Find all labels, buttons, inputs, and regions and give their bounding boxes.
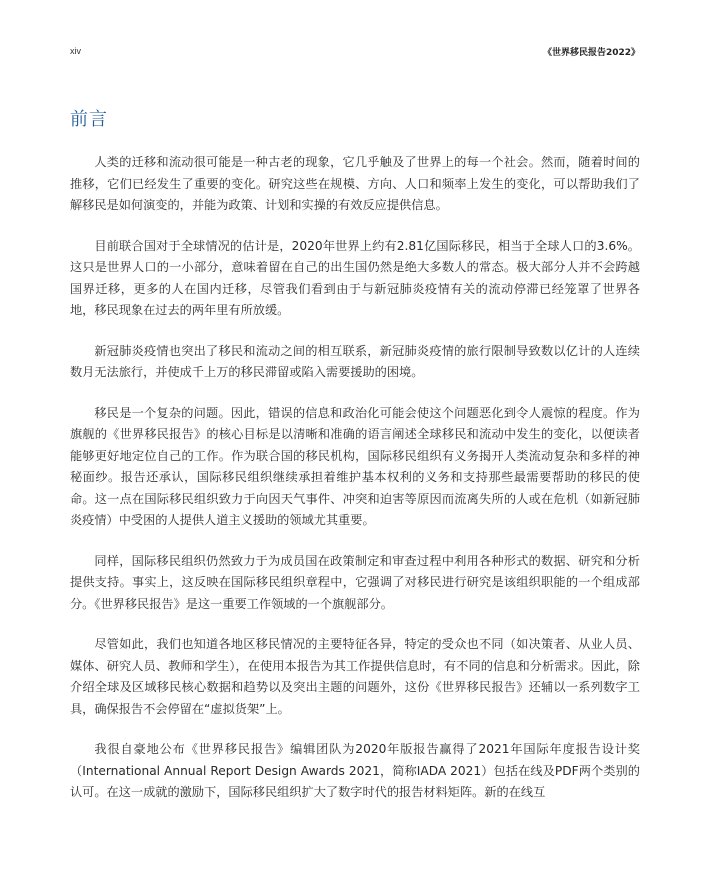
- paragraph-1: 人类的迁移和流动很可能是一种古老的现象，它几乎触及了世界上的每一个社会。然而，随着时间的推移，它们已经发生了重要的变化。研究这些在规模、方向、人口和频率上发生的变化，可以帮助我们了解移民是如何演变的，并能为政策、计划和实操的有效反应提供信息。: [70, 155, 640, 212]
- paragraph-7: 我很自豪地公布《世界移民报告》编辑团队为2020年版报告赢得了2021年国际年度报告设计奖（International Annual Report Design Awards 2021，简称IADA 2021）包括在线及PDF两个类别的认可。在这一成就的激励下，国际移民组织扩大了数字时代的报告材料矩阵。新的在线互: [70, 742, 640, 799]
- page-title: 前言: [70, 109, 108, 131]
- page-number: xiv: [70, 46, 81, 56]
- paragraph-3: 新冠肺炎疫情也突出了移民和流动之间的相互联系，新冠肺炎疫情的旅行限制导致数以亿计的人连续数月无法旅行，并使成千上万的移民滞留或陷入需要援助的困境。: [70, 343, 640, 379]
- body-text: [70, 152, 640, 823]
- paragraph-6: 尽管如此，我们也知道各地区移民情况的主要特征各异，特定的受众也不同（如决策者、从业人员、媒体、研究人员、教师和学生），在使用本报告为其工作提供信息时，有不同的信息和分析需求。因此，除介绍全球及区域移民核心数据和趋势以及突出主题的问题外，这份《世界移民报告》还辅以一系列数字工具，确保报告不会停留在“虚拟货架”上。: [70, 637, 640, 716]
- paragraph-4: 移民是一个复杂的问题。因此，错误的信息和政治化可能会使这个问题恶化到令人震惊的程度。作为旗舰的《世界移民报告》的核心目标是以清晰和准确的语言阐述全球移民和流动中发生的变化，以便读者能够更好地定位自己的工作。作为联合国的移民机构，国际移民组织有义务揭开人类流动复杂和多样的神秘面纱。报告还承认，国际移民组织继续承担着维护基本权利的义务和支持那些最需要帮助的移民的使命。这一点在国际移民组织致力于向因天气事件、冲突和迫害等原因而流离失所的人或在危机（如新冠肺炎疫情）中受困的人提供人道主义援助的领域尤其重要。: [70, 405, 640, 527]
- paragraph-5: 同样，国际移民组织仍然致力于为成员国在政策制定和审查过程中利用各种形式的数据、研究和分析提供支持。事实上，这反映在国际移民组织章程中，它强调了对移民进行研究是该组织职能的一个组成部分。《世界移民报告》是这一重要工作领域的一个旗舰部分。: [70, 553, 640, 611]
- running-header-title: 《世界移民报告2022》: [542, 48, 640, 58]
- paragraph-2: 目前联合国对于全球情况的估计是，2020年世界上约有2.81亿国际移民，相当于全球人口的3.6%。这只是世界人口的一小部分，意味着留在自己的出生国仍然是绝大多数人的常态。极大部分人并不会跨越国界迁移，更多的人在国内迁移，尽管我们看到由于与新冠肺炎疫情有关的流动停滞已经笼罩了世界各地，移民现象在过去的两年里有所放缓。: [70, 238, 640, 317]
